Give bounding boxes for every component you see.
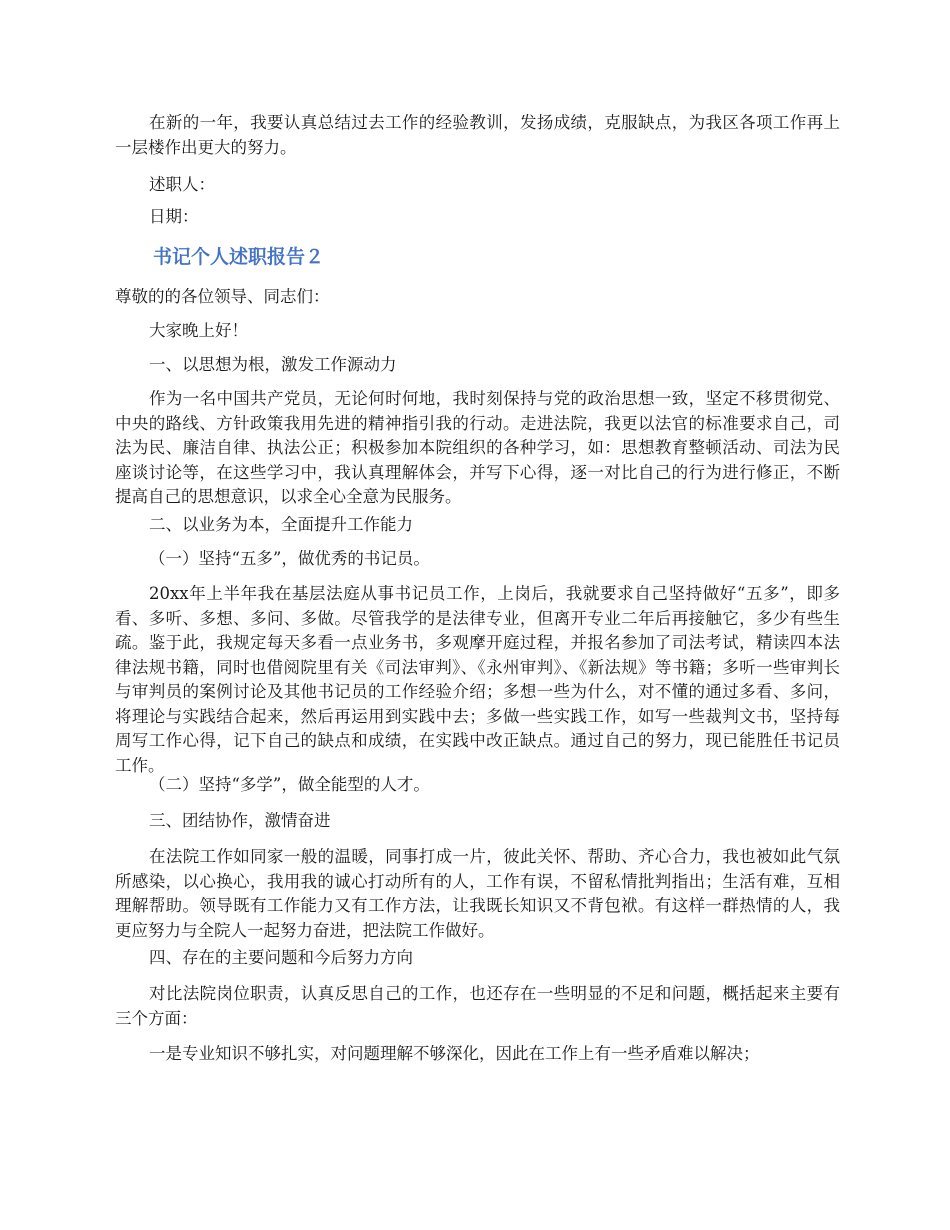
subsection-2-title: （二）坚持“多学”，做全能型的人才。 [149, 775, 430, 794]
intro-paragraph: 在新的一年，我要认真总结过去工作的经验教训，发扬成绩，克服缺点，为我区各项工作再上一层楼作出更大的努力。 [115, 113, 840, 157]
section-2-title: 二、以业务为本，全面提升工作能力 [149, 515, 413, 534]
point-1: 一是专业知识不够扎实，对问题理解不够深化，因此在工作上有一些矛盾难以解决； [149, 1044, 760, 1063]
date-line: 日期： [149, 207, 199, 226]
report-heading: 书记个人述职报告２ [153, 246, 325, 268]
reporter-line: 述职人： [149, 175, 215, 194]
subsection-1-title: （一）坚持“五多”，做优秀的书记员。 [149, 549, 430, 568]
section-3-body: 在法院工作如同家一般的温暖，同事打成一片，彼此关怀、帮助、齐心合力，我也被如此气氛所感染，以心换心，我用我的诚心打动所有的人，工作有误，不留私情批判指出；生活有难，互相理解帮助。领导既有工作能力又有工作方法，让我既长知识又不背包袱。有这样一群热情的人，我更应努力与全院人一起努力奋进，把法院工作做好。 [115, 847, 840, 940]
section-3-title: 三、团结协作，激情奋进 [149, 811, 331, 830]
salutation: 尊敬的的各位领导、同志们： [115, 287, 330, 306]
section-4-body: 对比法院岗位职责，认真反思自己的工作，也还存在一些明显的不足和问题，概括起来主要有三个方面： [115, 984, 840, 1028]
greeting: 大家晚上好！ [149, 321, 248, 340]
section-1-body: 作为一名中国共产党员，无论何时何地，我时刻保持与党的政治思想一致，坚定不移贯彻党、中央的路线、方针政策我用先进的精神指引我的行动。走进法院，我更以法官的标准要求自己，司法为民、廉洁自律、执法公正；积极参加本院组织的各种学习，如：思想教育整顿活动、司法为民座谈讨论等，在这些学习中，我认真理解体会，并写下心得，逐一对比自己的行为进行修正，不断提高自己的思想意识，以求全心全意为民服务。 [115, 389, 840, 506]
subsection-1-body: 20xx年上半年我在基层法庭从事书记员工作，上岗后，我就要求自己坚持做好“五多”，即多看、多听、多想、多问、多做。尽管我学的是法律专业，但离开专业二年后再接触它，多少有些生疏。鉴于此，我规定每天多看一点业务书，多观摩开庭过程，并报名参加了司法考试，精读四本法律法规书籍，同时也借阅院里有关《司法审判》、《永州审判》、《新法规》等书籍；多听一些审判长与审判员的案例讨论及其他书记员的工作经验介绍；多想一些为什么，对不懂的通过多看、多问，将理论与实践结合起来，然后再运用到实践中去；多做一些实践工作，如写一些裁判文书，坚持每周写工作心得，记下自己的缺点和成绩，在实践中改正缺点。通过自己的努力，现已能胜任书记员工作。 [115, 584, 840, 775]
section-4-title: 四、存在的主要问题和今后努力方向 [149, 948, 413, 967]
section-1-title: 一、以思想为根，激发工作源动力 [149, 355, 397, 374]
